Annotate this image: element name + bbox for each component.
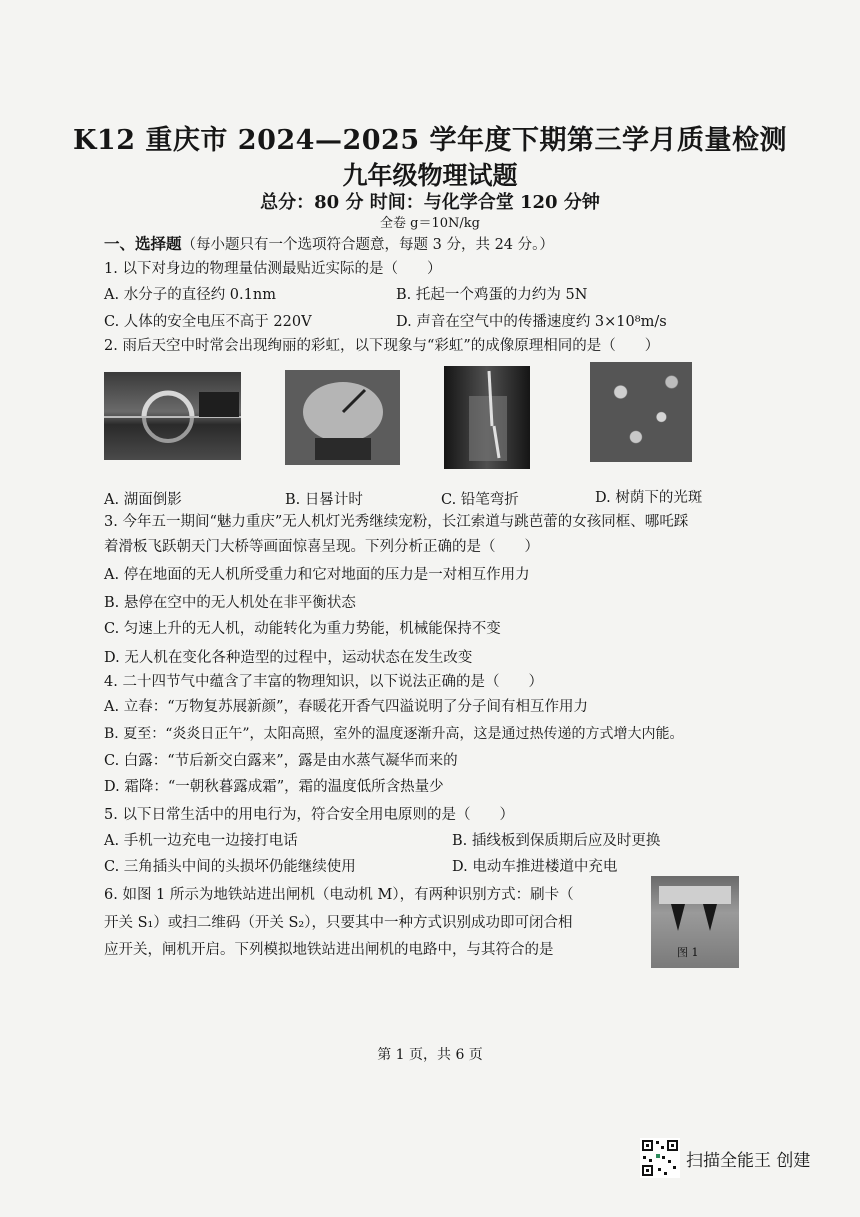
q5-option-c: C. 三角插头中间的头损坏仍能继续使用 xyxy=(104,859,356,875)
turnstile-figure-photo xyxy=(651,876,739,968)
q3-option-d: D. 无人机在变化各种造型的过程中，运动状态在发生改变 xyxy=(104,650,473,666)
q2-option-a: A. 湖面倒影 xyxy=(104,492,182,508)
q4-option-a: A. 立春：“万物复苏展新颜”，春暖花开香气四溢说明了分子间有相互作用力 xyxy=(104,699,589,715)
sundial-photo xyxy=(285,370,400,465)
figure-1-label: 图 1 xyxy=(677,946,699,959)
section-desc: （每小题只有一个选项符合题意，每题 3 分，共 24 分。） xyxy=(181,237,554,253)
exam-note: 全卷 g＝10N/kg xyxy=(380,216,480,231)
camscanner-label: 扫描全能王 创建 xyxy=(686,1150,811,1171)
q3-option-c: C. 匀速上升的无人机，动能转化为重力势能，机械能保持不变 xyxy=(104,621,501,637)
q3-stem-line1: 3. 今年五一期间“魅力重庆”无人机灯光秀继续宠粉，长江索道与跳芭蕾的女孩同框、哪吒踩 xyxy=(104,514,689,530)
q6-stem-line1: 6. 如图 1 所示为地铁站进出闸机（电动机 M），有两种识别方式：刷卡（ xyxy=(104,887,574,903)
q5-option-d: D. 电动车推进楼道中充电 xyxy=(452,859,618,875)
q5-stem: 5. 以下日常生活中的用电行为，符合安全用电原则的是（ ） xyxy=(104,807,514,823)
exam-title: K12 重庆市 2024—2025 学年度下期第三学月质量检测 xyxy=(72,125,788,156)
q3-option-b: B. 悬停在空中的无人机处在非平衡状态 xyxy=(104,595,356,611)
q2-option-c: C. 铅笔弯折 xyxy=(441,492,519,508)
q4-stem: 4. 二十四节气中蕴含了丰富的物理知识，以下说法正确的是（ ） xyxy=(104,674,543,690)
q4-option-c: C. 白露：“节后新交白露来”，露是由水蒸气凝华而来的 xyxy=(104,753,458,769)
page-footer: 第 1 页，共 6 页 xyxy=(377,1047,483,1063)
lake-reflection-photo xyxy=(104,372,241,460)
q5-option-a: A. 手机一边充电一边接打电话 xyxy=(104,833,298,849)
q6-stem-line2: 开关 S₁）或扫二维码（开关 S₂），只要其中一种方式识别成功即可闭合相 xyxy=(104,915,573,931)
section-title: 一、选择题 xyxy=(104,234,182,253)
q1-stem: 1. 以下对身边的物理量估测最贴近实际的是（ ） xyxy=(104,261,442,277)
qr-code-icon xyxy=(640,1138,680,1178)
q5-option-b: B. 插线板到保质期后应及时更换 xyxy=(452,833,661,849)
q1-option-a: A. 水分子的直径约 0.1nm xyxy=(104,287,276,303)
q3-option-a: A. 停在地面的无人机所受重力和它对地面的压力是一对相互作用力 xyxy=(104,567,530,583)
q4-option-d: D. 霜降：“一朝秋暮露成霜”，霜的温度低所含热量少 xyxy=(104,779,444,795)
q1-option-d: D. 声音在空气中的传播速度约 3×10⁸m/s xyxy=(396,314,667,330)
q6-stem-line3: 应开关，闸机开启。下列模拟地铁站进出闸机的电路中，与其符合的是 xyxy=(104,942,554,958)
q2-option-d: D. 树荫下的光斑 xyxy=(595,490,703,506)
q4-option-b: B. 夏至：“炎炎日正午”，太阳高照，室外的温度逐渐升高，这是通过热传递的方式增大内能。 xyxy=(104,726,684,742)
tree-shade-light-spots-photo xyxy=(590,362,692,462)
q1-option-b: B. 托起一个鸡蛋的力约为 5N xyxy=(396,287,588,303)
camscanner-watermark xyxy=(640,1138,810,1178)
bent-pencil-photo xyxy=(444,366,530,469)
q1-option-c: C. 人体的安全电压不高于 220V xyxy=(104,314,312,330)
exam-meta: 总分：80 分 时间：与化学合堂 120 分钟 xyxy=(260,192,600,213)
q2-stem: 2. 雨后天空中时常会出现绚丽的彩虹，以下现象与“彩虹”的成像原理相同的是（ ） xyxy=(104,338,660,354)
section-heading xyxy=(104,235,554,254)
exam-subtitle: 九年级物理试题 xyxy=(342,161,518,190)
q2-option-b: B. 日晷计时 xyxy=(285,492,363,508)
q3-stem-line2: 着滑板飞跃朝天门大桥等画面惊喜呈现。下列分析正确的是（ ） xyxy=(104,539,539,555)
